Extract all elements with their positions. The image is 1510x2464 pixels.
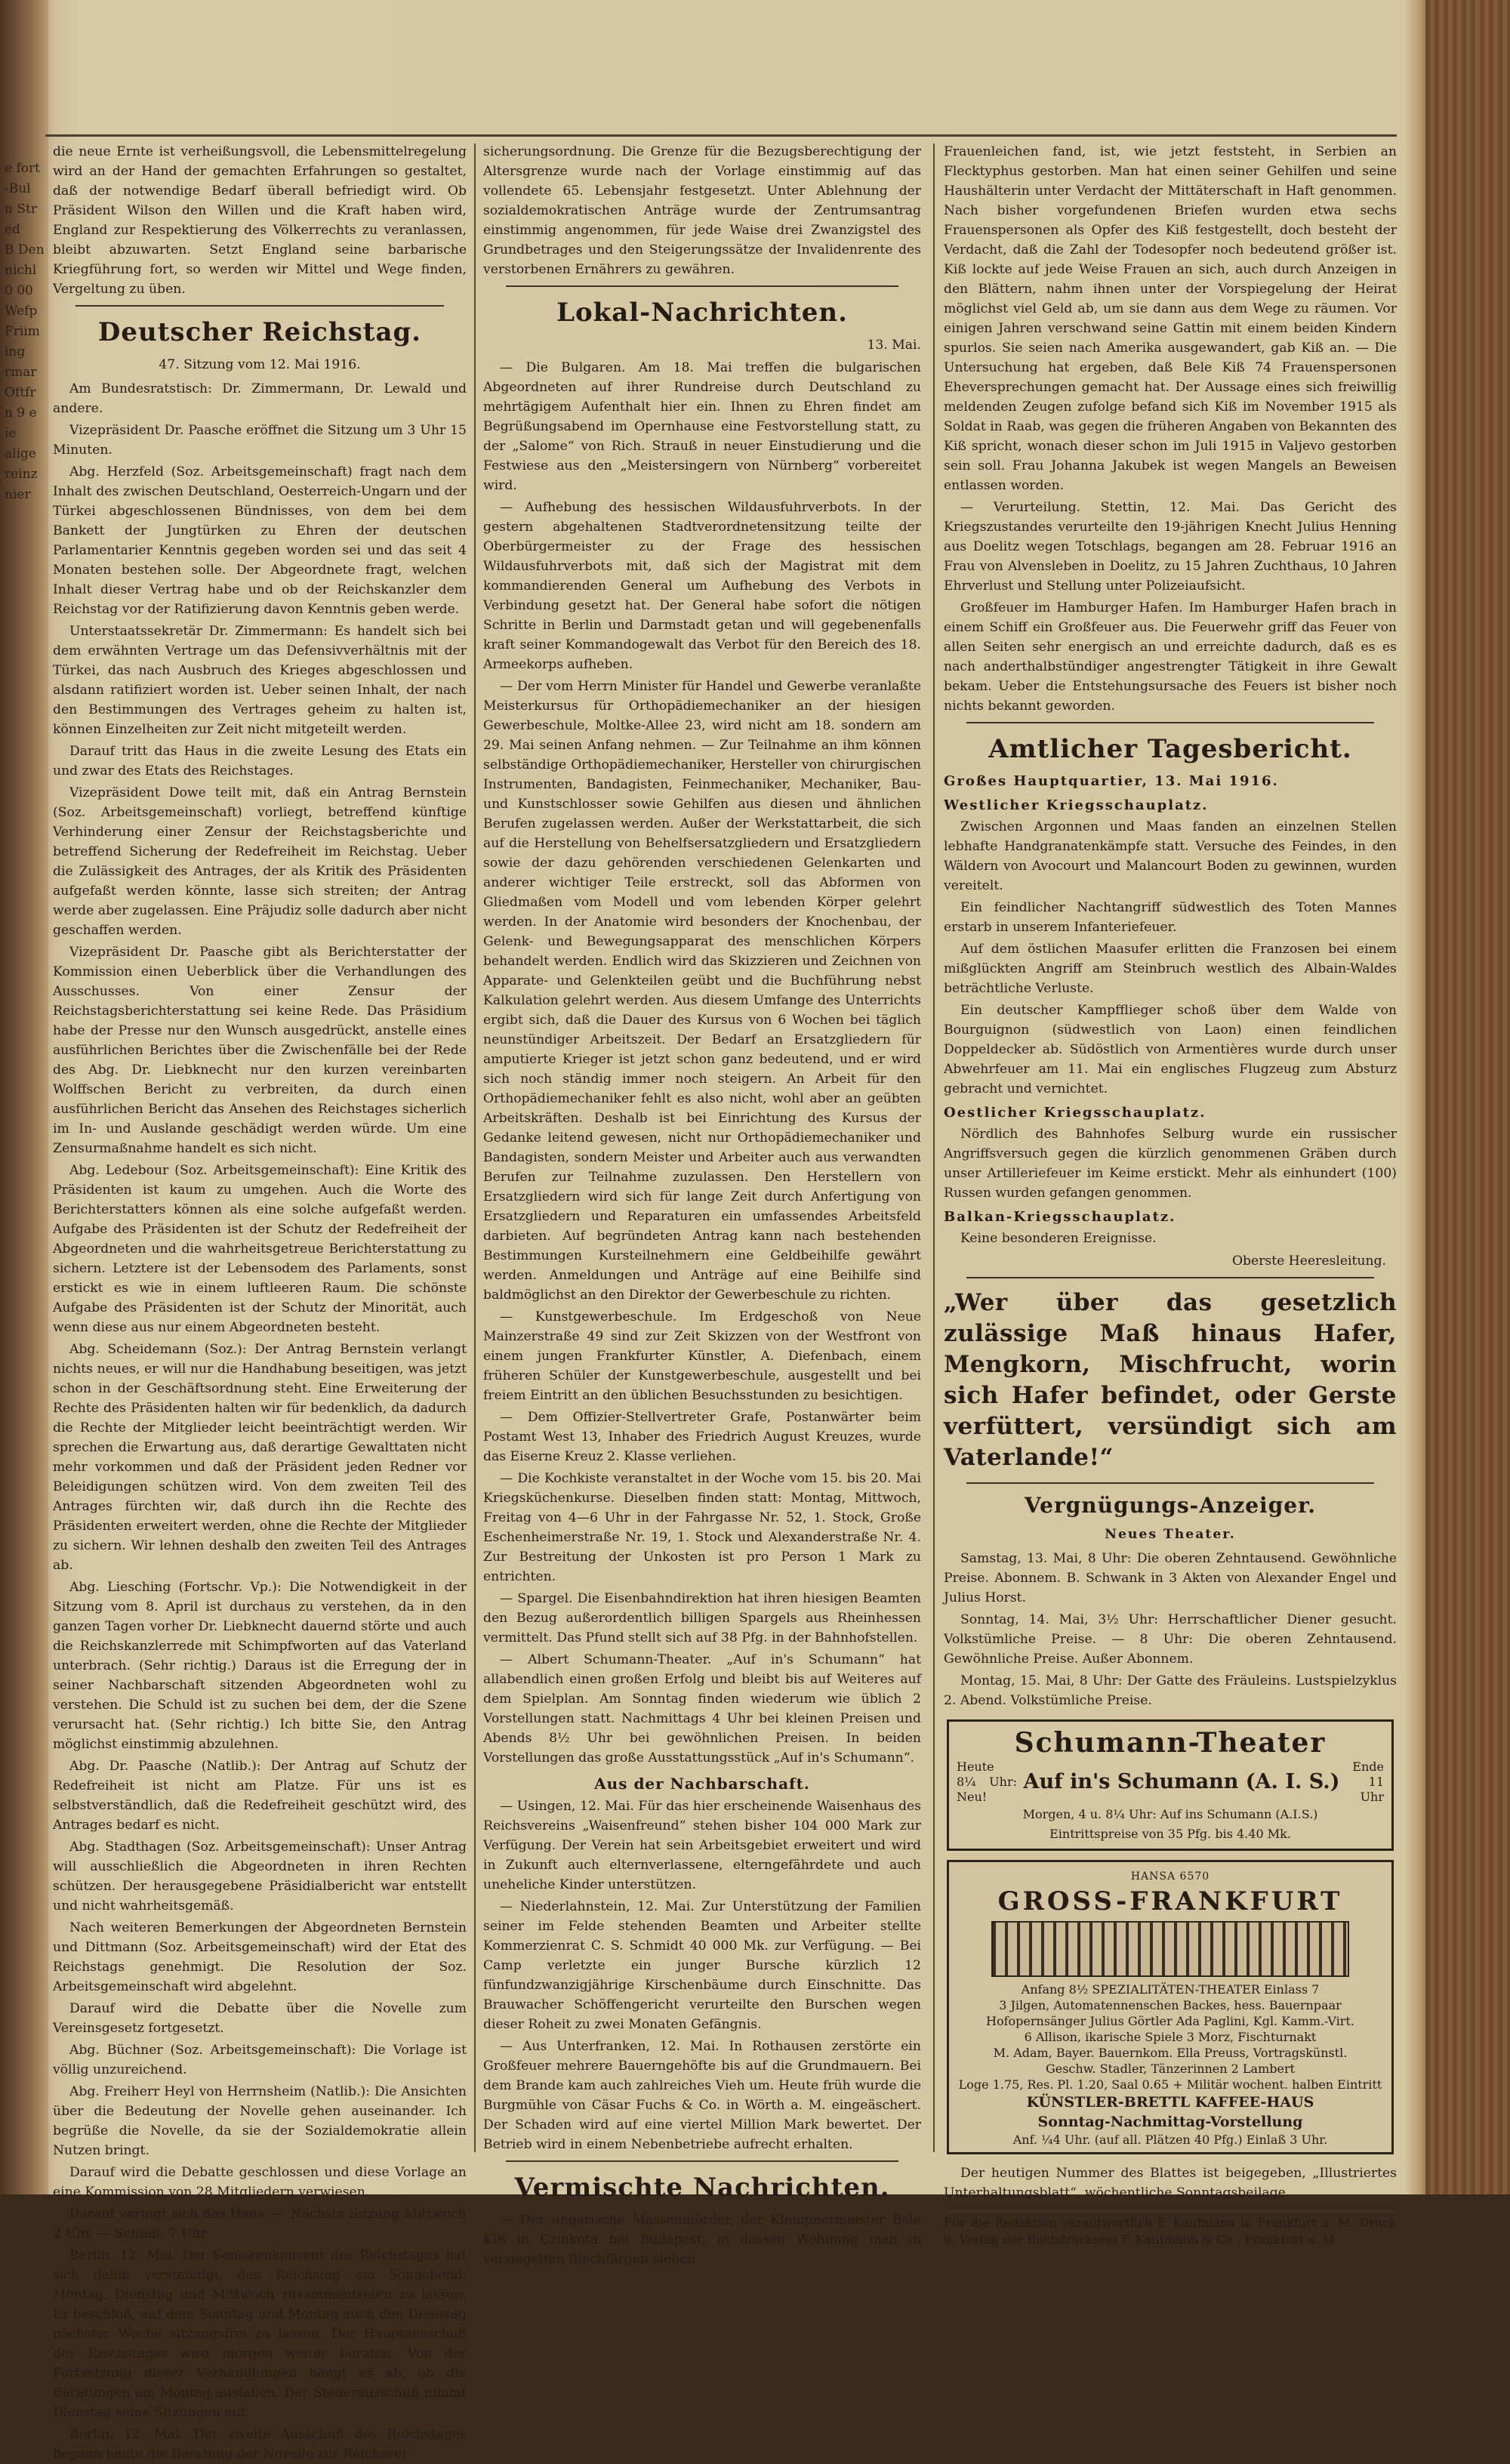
lokal-article xyxy=(483,358,921,1768)
neighbour-heading: Aus der Nachbarschaft. xyxy=(594,1775,810,1793)
schumann-title: Schumann-Theater xyxy=(1014,1727,1327,1759)
gf-line: 3 Jilgen, Automatennenschen Backes, hess. Bauernpaar xyxy=(999,1998,1342,2012)
report-subheading: Balkan-Kriegsschauplatz. xyxy=(944,1209,1176,1225)
column-rule-1 xyxy=(474,143,476,2152)
paragraph: Abg. Ledebour (Soz. Arbeitsgemeinschaft): Eine Kritik des Präsidenten ist kaum zu umgehen. Auch die Worte des Berichterstatters können als eine solche aufgefaßt werden. Aufgabe des Präsidenten ist der Schutz der Redefreiheit der Abgeordneten und die wahrheitsgetreue Berichterstattung zu sichern. Letztere ist der Lebensodem des Parlaments, sonst erstickt es wie in einem luftleeren Raum. Die schönste Aufgabe des Präsidenten ist der Schutz der Minorität, auch wenn diese aus nur einem Abgeordneten besteht. xyxy=(53,1163,467,1335)
column-2 xyxy=(483,142,921,2267)
report-paragraph: Nördlich des Bahnhofes Selburg wurde ein russischer Angriffsversuch gegen die kürzlich genommenen Gräben durch unser Artilleriefeuer im Keime erstickt. Mehr als einhundert (100) Russen wurden gefangen genommen. xyxy=(944,1127,1397,1201)
report-signature: Oberste Heeresleitung. xyxy=(1231,1254,1386,1269)
paragraph: Am Bundesratstisch: Dr. Zimmermann, Dr. Lewald und andere. xyxy=(53,381,467,416)
report-heading: Amtlicher Tagesbericht. xyxy=(988,734,1352,764)
paragraph: — Usingen, 12. Mai. Für das hier erscheinende Waisenhaus des Reichsvereins „Waisenfreund“ stehen bisher 104 000 Mark zur Verfügung. Der Verein hat sein Arbeitsgebiet erweitert und wird in Zukunft auch elternverlassene, elterngefährdete und auch uneheliche Kinder unterstützen. xyxy=(483,1799,921,1892)
amuse-heading: Vergnügungs-Anzeiger. xyxy=(1024,1493,1317,1518)
paragraph: Abg. Dr. Paasche (Natlib.): Der Antrag auf Schutz der Redefreiheit ist nicht am Platze. Für uns ist es selbstverständlich, daß die Redefreiheit geschützt wird, des Antrages bedarf es nicht. xyxy=(53,1759,467,1833)
divider xyxy=(966,1277,1374,1278)
facing-page-text: e fort -Bul n Str ed B Den nichl 0 00 Wefp Friim ing rmar Oftfr n 9 e ie alige reinz nier xyxy=(5,161,45,502)
facing-page-strip xyxy=(0,0,48,2194)
imprint-footer: Für die Redaktion verantwortlich F. Kaufmann in Frankfurt a. M. Druck u. Verlag der Buchdruckerei F. Kaufmann & Co., Frankfurt a. M. xyxy=(944,2210,1397,2248)
reichstag-heading: Deutscher Reichstag. xyxy=(97,317,422,347)
gf-line: Hofopernsänger Julius Görtler Ada Paglini, Kgl. Kamm.-Virt. xyxy=(986,2014,1354,2028)
gf-strong1: KÜNSTLER-BRETTL KAFFEE-HAUS xyxy=(1026,2094,1314,2111)
hansa-phone: HANSA 6570 xyxy=(1130,1870,1210,1883)
column-1 xyxy=(53,142,467,2462)
report-subheading: Großes Hauptquartier, 13. Mai 1916. xyxy=(944,773,1279,789)
gf-line: Loge 1.75, Res. Pl. 1.20, Saal 0.65 + Militär wochent. halben Eintritt xyxy=(958,2077,1382,2092)
misc-heading: Vermischte Nachrichten. xyxy=(514,2173,890,2203)
schumann-ad xyxy=(947,1719,1394,1851)
paragraph: — Die Kochkiste veranstaltet in der Woche vom 15. bis 20. Mai Kriegsküchenkurse. Dieselben finden statt: Montag, Mittwoch, Freitag von 4—6 Uhr in der Fahrgasse Nr. 52, 1. Stock, Große Eschenheimerstraße Nr. 19, 1. Stock und Alexanderstraße Nr. 4. Zur Bestreitung der Unkosten ist pro Person 1 Mark zu entrichten. xyxy=(483,1471,921,1584)
col3-news xyxy=(944,498,1397,716)
col2-intro: sicherungsordnung. Die Grenze für die Bezugsberechtigung der Altersgrenze wurde nach der Vorlage einstimmig auf das vollendete 65. Lebensjahr festgesetzt. Unter Ablehnung der sozialdemokratischen Anträge wurde der Zentrumsantrag einstimmig angenommen, für jede Waise drei Zwanzigstel des Grundbetrages und den Steigerungssätze der Invalidenrente des verstorbenen Ernährers zu gewähren. xyxy=(483,144,921,277)
session-line: 47. Sitzung vom 12. Mai 1916. xyxy=(159,357,361,372)
paragraph: Darauf vertagt sich das Haus. — Nächste Sitzung Mittwoch 2 Uhr. — Schluß: 7 Uhr. xyxy=(53,2206,467,2241)
report-body xyxy=(944,772,1397,1248)
gf-line: Geschw. Stadler, Tänzerinnen 2 Lambert xyxy=(1045,2062,1296,2076)
divider xyxy=(76,305,444,307)
report-paragraph: Ein deutscher Kampfflieger schoß über dem Walde von Bourguignon (südwestlich von Laon) einen feindlichen Doppeldecker ab. Südöstlich von Armentières wurde durch unser Abwehrfeuer am 11. Mai ein englisches Flugzeug zum Absturz gebracht und vernichtet. xyxy=(944,1003,1397,1096)
paragraph: Berlin, 12. Mai. Der zweite Ausschuß des Reichstages begann heute die Beratung der Novelle zur Reichsver- xyxy=(53,2427,467,2462)
gf-strong2: Sonntag-Nachmittag-Vorstellung xyxy=(1037,2114,1303,2130)
gf-line: Anfang 8½ SPEZIALITÄTEN-THEATER Einlass 7 xyxy=(1021,1982,1320,1997)
paragraph: Berlin, 12. Mai. Der Seniorenkonvent des Reichstages hat sich dahin verständigt, den Reichstag am Sonnabend, Montag, Dienstag und Mittwoch zusammentreten zu lassen. Er beschloß, auf dem Sonntag und Montag auch den Dienstag nächster Woche sitzungsfrei zu lassen. Der Hauptausschuß des Reichstages wird morgen weiter beraten. Von der Fortsetzung dieser Verhandlungen hängt es ab, ob die Beratungen am Montag ausfallen. Der Steuerausschuß nimmt Dienstag seine Sitzungen auf. xyxy=(53,2248,467,2420)
theater-line: Sonntag, 14. Mai, 3½ Uhr: Herrschaftlicher Diener gesucht. Volkstümliche Preise. — 8 Uhr: Die oberen Zehntausend. Gewöhnliche Preise. Außer Abonnem. xyxy=(944,1612,1397,1667)
paragraph: — Die Bulgaren. Am 18. Mai treffen die bulgarischen Abgeordneten auf ihrer Rundreise durch Deutschland zu mehrtägigem Aufenthalt hier ein. Ihnen zu Ehren findet am Begrüßungsabend im Opernhause eine Festvorstellung statt, zu der „Salome“ von Rich. Strauß in neuer Einstudierung und die Festwiese aus den „Meistersingern von Nürnberg“ vorbereitet wird. xyxy=(483,360,921,493)
theater-line: Montag, 15. Mai, 8 Uhr: Der Gatte des Fräuleins. Lustspielzyklus 2. Abend. Volkstümliche Preise. xyxy=(944,1673,1397,1708)
paragraph: — Der vom Herrn Minister für Handel und Gewerbe veranlaßte Meisterkursus für Orthopädiemechaniker an der hiesigen Gewerbeschule, Moltke-Allee 23, wird nicht am 18. sondern am 29. Mai seinen Anfang nehmen. — Zur Teilnahme an ihm können selbständige Orthopädiemechaniker, Hersteller von chirurgischen Instrumenten, Bandagisten, Feinmechaniker, Mechaniker, Bau- und Kunstschlosser sowie Gehilfen aus diesen und ähnlichen Berufen zugelassen werden. Außer der Werkstattarbeit, die sich auf die Herstellung von Behelfsersatzgliedern und Ersatzgliedern sowie der dazu gehörenden verschiedenen Gelenkarten und anderer wichtiger Teile erstreckt, soll das Abformen von Gliedmaßen vom Modell und vom lebenden Körper gelehrt werden. In der Anatomie wird besonders der Knochenbau, der Gelenk- und Bewegungsapparat des menschlichen Körpers behandelt werden. Endlich wird das Skizzieren und Zeichnen von Apparate- und Gelenkteilen geübt und die Buchführung nebst Kalkulation gelehrt werden. Aus diesem Umfange des Unterrichts ergibt sich, daß die Dauer des Kursus von 6 Wochen bei täglich neunstündiger Arbeitszeit. Der Bedarf an Ersatzgliedern für amputierte Krieger ist jetzt schon ganz bedeutend, und er wird sich noch ständig immer noch steigern. An Arbeit für den Orthopädiemechaniker fehlt es also nicht, wohl aber an geübten Arbeitskräften. Deshalb ist bei Einrichtung des Kursus der Gedanke leitend gewesen, nicht nur Orthopädiemechaniker und Bandagisten, sondern Meister und Arbeiter auch aus verwandten Berufen zur Teilnahme zuzulassen. Den Herstellern von Ersatzgliedern wird sich für lange Zeit durch Anfertigung von Ersatzgliedern und Reparaturen ein umfassendes Arbeitsfeld darbieten. Auf begründeten Antrag kann nach bestehenden Bestimmungen Kursteilnehmern eine Geldbeihilfe gewährt werden. Anmeldungen und Anträge auf eine Beihilfe sind baldmöglichst an den Direktor der Gewerbeschule zu richten. xyxy=(483,679,921,1303)
theater-schedule xyxy=(944,1549,1397,1710)
paragraph: Großfeuer im Hamburger Hafen. Im Hamburger Hafen brach in einem Schiff ein Großfeuer aus. Die Feuerwehr griff das Feuer von allen Seiten sehr energisch an und erreichte dadurch, daß es es nach anderthalbstündiger angestrengter Tätigkeit in ihre Gewalt bekam. Ueber die Entstehungsursache des Feuers ist bisher noch nichts bekannt geworden. xyxy=(944,600,1397,714)
gf-title: GROSS-FRANKFURT xyxy=(997,1886,1343,1917)
schumann-row xyxy=(957,1759,1384,1805)
hafer-warning: „Wer über das gesetzlich zulässige Maß hinaus Hafer, Mengkorn, Mischfrucht, worin sich Hafer befindet, oder Gerste verfüttert, versündigt sich am Vaterlande!“ xyxy=(944,1289,1397,1471)
reichstag-article xyxy=(53,379,467,2464)
lokal-heading: Lokal-Nachrichten. xyxy=(556,298,848,328)
paragraph: Darauf wird die Debatte über die Novelle zum Vereinsgesetz fortgesetzt. xyxy=(53,2001,467,2036)
paragraph: — Aufhebung des hessischen Wildausfuhrverbots. In der gestern abgehaltenen Stadtverordnetensitzung teilte der Oberbürgermeister zu der Frage des hessischen Wildausfuhrverbots mit, daß sich der Magistrat mit dem kommandierenden General um Aufhebung des Verbots in Verbindung gesetzt hat. Der General habe sofort die nötigen Schritte in Berlin und Darmstadt getan und will gegebenenfalls kraft seiner Kommandogewalt das Verbot für den Bereich des 18. Armeekorps aufheben. xyxy=(483,500,921,672)
schumann-big: Auf in's Schumann (A. I. S.) xyxy=(1023,1770,1340,1793)
report-paragraph: Zwischen Argonnen und Maas fanden an einzelnen Stellen lebhafte Handgranatenkämpfe statt. Versuche des Feindes, in den Wäldern von Avocourt und Malancourt Boden zu gewinnen, wurden vereitelt. xyxy=(944,819,1397,893)
paragraph: — Albert Schumann-Theater. „Auf in's Schumann“ hat allabendlich einen großen Erfolg und bleibt bis auf Weiteres auf dem Spielplan. Am Sonntag finden wiederum wie üblich 2 Vorstellungen statt. Nachmittags 4 Uhr bei kleinen Preisen und Abends 8½ Uhr bei gewöhnlichen Preisen. In beiden Vorstellungen das große Ausstattungsstück „Auf in's Schumann“. xyxy=(483,1652,921,1766)
top-rule xyxy=(45,134,1397,137)
paragraph: Abg. Stadthagen (Soz. Arbeitsgemeinschaft): Unser Antrag will ausschließlich die Abgeordneten in ihren Rechten schützen. Der herausgegebene Präsidialbericht war entstellt und nicht wahrheitsgemäß. xyxy=(53,1840,467,1914)
report-paragraph: Auf dem östlichen Maasufer erlitten die Franzosen bei einem mißglückten Angriff am Steinbruch westlich des Albain-Waldes beträchtliche Verluste. xyxy=(944,942,1397,996)
paragraph: Darauf tritt das Haus in die zweite Lesung des Etats ein und zwar des Etats des Reichstages. xyxy=(53,744,467,779)
paragraph: — Kunstgewerbeschule. Im Erdgeschoß von Neue Mainzerstraße 49 sind zur Zeit Skizzen von der Westfront von einem jungen Frankfurter Künstler, A. Diefenbach, einem früheren Schüler der Kunstgewerbeschule, ausgestellt und bei freiem Eintritt an den üblichen Besuchsstunden zu besichtigen. xyxy=(483,1309,921,1403)
col1-intro: die neue Ernte ist verheißungsvoll, die Lebensmittelregelung wird an der Hand der gemachten Erfahrungen so gestaltet, daß der notwendige Bedarf überall befriedigt wird. Ob Präsident Wilson den Willen und die Kraft haben wird, England zur Respektierung des Völkerrechts zu veranlassen, bleibt abzuwarten. Setzt England seine barbarische Kriegführung fort, so werden wir Mittel und Wege finden, Vergeltung zu üben. xyxy=(53,144,467,297)
col3-intro: Frauenleichen fand, ist, wie jetzt feststeht, in Serbien an Flecktyphus gestorben. Man hat einen seiner Gehilfen und seine Haushälterin unter Verdacht der Mittäterschaft in Haft genommen. Nach bisher vorgefundenen Briefen wurden etwa sechs Frauenspersonen als Opfer des Kiß festgestellt, doch besteht der Verdacht, daß die Zahl der Todesopfer noch bedeutend größer ist. Kiß lockte auf jede Weise Frauen an sich, auch durch Anzeigen in den Blättern, nahm ihnen unter der Vorspiegelung der Heirat möglichst viel Geld ab, um sie dann aus dem Wege zu räumen. Vor einigen Jahren verschwand seine Gattin mit einem beiden Kindern spurlos. Sie seien nach Amerika ausgewandert, gab Kiß an. — Die Untersuchung hat ergeben, daß Bele Kiß 74 Frauenspersonen Eheversprechungen gemacht hat. Der Aussage eines sich freiwillig meldenden Zeugen zufolge befand sich Kiß im November 1915 als Soldat in Raab, was gegen die früheren Angaben von Bekannten des Kiß spricht, wonach dieser schon im Juli 1915 in Valjevo gestorben sein soll. Frau Johanna Jakubek ist wegen Mangels an Beweisen entlassen worden. xyxy=(944,144,1397,493)
paragraph: — Aus Unterfranken, 12. Mai. In Rothausen zerstörte ein Großfeuer mehrere Bauerngehöfte bis auf die Grundmauern. Bei dem Brande kam auch zahlreiches Vieh um. Heute früh wurde die Burgmühle von Cäsar Fuchs & Co. in Wörth a. M. eingeäschert. Der Schaden wird auf eine viertel Million Mark bewertet. Der Betrieb wird in einem Nebenbetriebe aufrecht erhalten. xyxy=(483,2039,921,2152)
neighbour-article xyxy=(483,1796,921,2154)
paragraph: Nach weiteren Bemerkungen der Abgeordneten Bernstein und Dittmann (Soz. Arbeitsgemeinschaft) wird der Etat des Reichstags genehmigt. Die Resolution der Soz. Arbeitsgemeinschaft wird abgelehnt. xyxy=(53,1920,467,1994)
paragraph: — Verurteilung. Stettin, 12. Mai. Das Gericht des Kriegszustandes verurteilte den 19-jährigen Knecht Julius Henning aus Doelitz wegen Totschlags, begangen am 28. Februar 1916 an Frau von Alvensleben in Doelitz, zu 15 Jahren Zuchthaus, 10 Jahren Ehrverlust und Stellung unter Polizeiaufsicht. xyxy=(944,500,1397,594)
supplement-note: Der heutigen Nummer des Blattes ist beigegeben, „Illustriertes Unterhaltungsblatt“, wöchentliche Sonntagsbeilage. xyxy=(944,2166,1397,2200)
report-paragraph: Keine besonderen Ereignisse. xyxy=(960,1231,1157,1246)
gf-program xyxy=(954,1981,1387,2092)
divider xyxy=(506,285,898,287)
paragraph: Vizepräsident Dr. Paasche gibt als Berichterstatter der Kommission einen Ueberblick über die Verhandlungen des Ausschusses. Von einer Zensur der Reichstagsberichterstattung sei keine Rede. Das Präsidium habe der Presse nur den Wunsch ausgedrückt, anstelle eines ausführlichen Berichtes über die Zwischenfälle bei der Rede des Abg. Dr. Liebknecht nur den kurzen vereinbarten Wolffschen Bericht zu verbreiten, da durch einen ausführlichen Bericht das Ansehen des Reichstages sicherlich im In- und Auslande geschädigt werden würde. Um eine Zensurmaßnahme handelt es sich nicht. xyxy=(53,945,467,1156)
gf-line: M. Adam, Bayer. Bauernkom. Ella Preuss, Vortragskünstl. xyxy=(993,2046,1348,2060)
paragraph: Vizepräsident Dowe teilt mit, daß ein Antrag Bernstein (Soz. Arbeitsgemeinschaft) vorliegt, betreffend künftige Verhinderung einer Zensur der Reichstagsberichte und betreffend Sicherung der Redefreiheit im Reichstag. Ueber die Zulässigkeit des Antrages, der als Kritik des Präsidenten aufgefaßt werden könnte, lasse sich streiten; der Antrag werde aber zugelassen. Eine Präjudiz solle dadurch aber nicht geschaffen werden. xyxy=(53,785,467,938)
paragraph: Unterstaatssekretär Dr. Zimmermann: Es handelt sich bei dem erwähnten Vertrage um das Defensivverhältnis mit der Türkei, das nach Ausbruch des Krieges abgeschlossen und alsdann ratifiziert worden ist. Ueber seinen Inhalt, der nach den Bestimmungen des Vertrages geheim zu halten ist, können Einzelheiten zur Zeit nicht mitgeteilt werden. xyxy=(53,624,467,737)
misc-article xyxy=(483,2210,921,2269)
paragraph: Abg. Liesching (Fortschr. Vp.): Die Notwendigkeit in der Sitzung vom 8. April ist durchaus zu verstehen, da in den ganzen Tagen vorher Dr. Liebknecht dauernd störte und auch die Reichskanzlerrede mit Schimpfworten auf das Vaterland unterbrach. (Sehr richtig.) Daraus ist die Erregung der in seiner Nachbarschaft sitzenden Abgeordneten wohl zu verstehen. Die Schuld ist zu suchen bei dem, der die Szene verursacht hat. (Sehr richtig.) Ich bitte Sie, den Antrag möglichst einstimmig abzulehnen. xyxy=(53,1580,467,1752)
report-subheading: Westlicher Kriegsschauplatz. xyxy=(944,797,1209,813)
lokal-date: 13. Mai. xyxy=(867,338,921,353)
gf-last: Anf. ¼4 Uhr. (auf all. Plätzen 40 Pfg.) Einlaß 3 Uhr. xyxy=(1012,2132,1328,2147)
report-subheading: Oestlicher Kriegsschauplatz. xyxy=(944,1105,1206,1121)
building-illustration xyxy=(991,1921,1349,1977)
schumann-left: Heute 8¼ Uhr: Neu! xyxy=(957,1759,1017,1804)
paragraph: — Der ungarische Massenmörder, der Klempnermeister Bele Kiß in Czinkota bei Budapest, in dessen Wohnung man in versiegelten Blechfärgen sieben xyxy=(483,2213,921,2267)
theater-line: Samstag, 13. Mai, 8 Uhr: Die oberen Zehntausend. Gewöhnliche Preise. Abonnem. B. Schwank in 3 Akten von Alexander Engel und Julius Horst. xyxy=(944,1551,1397,1605)
theater-name: Neues Theater. xyxy=(1105,1527,1236,1542)
divider xyxy=(966,1482,1374,1484)
divider xyxy=(506,2160,898,2162)
paragraph: Abg. Scheidemann (Soz.): Der Antrag Bernstein verlangt nichts neues, er will nur die Handhabung beseitigen, was jetzt schon in der Geschäftsordnung steht. Eine Erweiterung der Rechte des Präsidenten halten wir für bedenklich, da dadurch die Rechte der Mitglieder leicht beeinträchtigt werden. Wir sprechen die Erwartung aus, daß derartige Gewalttaten nicht mehr vorkommen und daß der Präsident jeden Redner vor Beleidigungen schützen wird. Von dem zweiten Teil des Antrages fürchten wir, daß durch ihn die Rechte des Präsidenten erweitert werden, ohne die Rechte der Mitglieder zu sichern. Wir lehnen deshalb den zweiten Teil des Antrages ab. xyxy=(53,1342,467,1573)
paragraph: Vizepräsident Dr. Paasche eröffnet die Sitzung um 3 Uhr 15 Minuten. xyxy=(53,423,467,458)
paragraph: Abg. Büchner (Soz. Arbeitsgemeinschaft): Die Vorlage ist völlig unzureichend. xyxy=(53,2043,467,2077)
book-binding xyxy=(1425,0,1510,2194)
paragraph: — Spargel. Die Eisenbahndirektion hat ihren hiesigen Beamten den Bezug außerordentlich billigen Spargels aus Rheinhessen vermittelt. Das Pfund stellt sich auf 38 Pfg. in der Bahnhofstellen. xyxy=(483,1591,921,1645)
gross-frankfurt-ad xyxy=(947,1860,1394,2154)
gf-line: 6 Allison, ikarische Spiele 3 Morz, Fischturnakt xyxy=(1024,2030,1317,2044)
paragraph: — Dem Offizier-Stellvertreter Grafe, Postanwärter beim Postamt West 13, Inhaber des Friedrich August Kreuzes, wurde das Eiserne Kreuz 2. Klasse verliehen. xyxy=(483,1410,921,1464)
schumann-right: Ende 11 Uhr xyxy=(1352,1759,1384,1804)
paragraph: Abg. Herzfeld (Soz. Arbeitsgemeinschaft) fragt nach dem Inhalt des zwischen Deutschland, Oesterreich-Ungarn und der Türkei abgeschlossenen Bündnisses, von dem bei dem Bankett der Jungtürken zu Ehren der deutschen Parlamentarier Kenntnis gegeben worden sei und das seit 4 Monaten bestehen solle. Der Abgeordnete fragt, welchen Inhalt dieser Vertrag habe und ob der Reichskanzler dem Reichstag vor der Ratifizierung davon Kenntnis geben werde. xyxy=(53,464,467,617)
paragraph: Abg. Freiherr Heyl von Herrnsheim (Natlib.): Die Ansichten über die Bedeutung der Novelle gehen auseinander. Ich begrüße die Novelle, da sie der Sozialdemokratie allein Nutzen bringt. xyxy=(53,2084,467,2158)
schumann-line2: Morgen, 4 u. 8¼ Uhr: Auf ins Schumann (A.I.S.) xyxy=(1022,1807,1318,1821)
column-rule-2 xyxy=(933,143,935,2152)
paragraph: Darauf wird die Debatte geschlossen und diese Vorlage an eine Kommission von 28 Mitgliedern verwiesen. xyxy=(53,2165,467,2200)
report-paragraph: Ein feindlicher Nachtangriff südwestlich des Toten Mannes erstarb in unserem Infanteriefeuer. xyxy=(944,900,1397,935)
divider xyxy=(966,722,1374,723)
column-3 xyxy=(944,142,1397,2247)
schumann-line3: Eintrittspreise von 35 Pfg. bis 4.40 Mk. xyxy=(1049,1827,1291,1841)
paragraph: — Niederlahnstein, 12. Mai. Zur Unterstützung der Familien seiner im Felde stehenden Beamten und Arbeiter stellte Kommerzienrat C. S. Schmidt 40 000 Mk. zur Verfügung. — Bei Camp verletzte ein junger Bursche kürzlich 12 fünfundzwanzigjährige Kirschenbäume durch Einschnitte. Das Brauwacher Schöffengericht verurteilte den Burschen wegen dieser Roheit zu zwei Monaten Gefängnis. xyxy=(483,1899,921,2032)
